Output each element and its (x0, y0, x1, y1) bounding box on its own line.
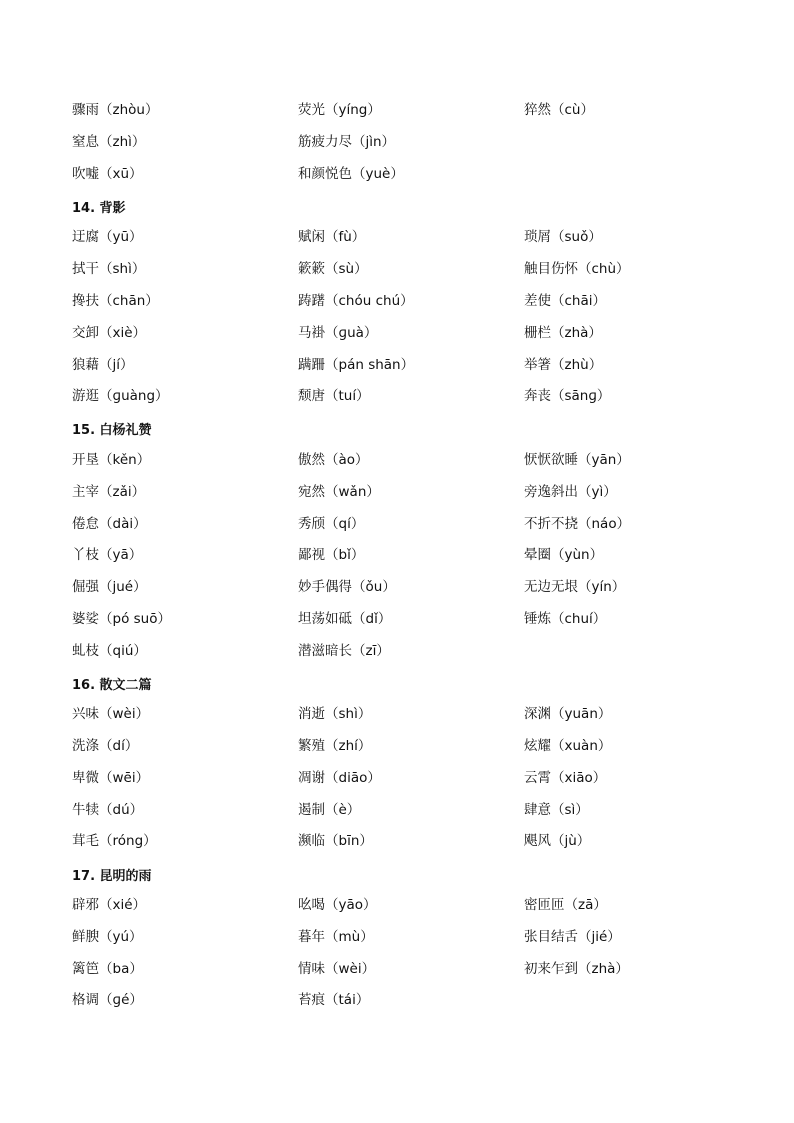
word-entry: 兴味（wèi） (72, 706, 150, 723)
word-entry: 踌躇（chóu chú） (298, 292, 414, 309)
word-row (72, 445, 752, 477)
section-heading: 14. 背影 (72, 200, 126, 216)
section-17 (72, 858, 752, 1017)
word-entry: 恹恹欲睡（yān） (524, 451, 630, 468)
word-entry: 颓唐（tuí） (298, 388, 370, 405)
word-entry: 拭干（shì） (72, 261, 146, 278)
word-entry: 秀颀（qí） (298, 515, 365, 532)
word-entry: 暮年（mù） (298, 928, 374, 945)
word-row (72, 381, 752, 413)
word-entry: 凋谢（diāo） (298, 769, 381, 786)
section-14 (72, 190, 752, 413)
word-entry: 张目结舌（jié） (524, 928, 621, 945)
section-continuation (72, 95, 752, 190)
word-row (72, 636, 752, 668)
word-entry: 牛犊（dú） (72, 801, 144, 818)
word-entry: 宛然（wǎn） (298, 483, 380, 500)
word-entry: 卑微（wēi） (72, 769, 150, 786)
word-entry: 差使（chāi） (524, 292, 607, 309)
word-entry: 消逝（shì） (298, 706, 372, 723)
word-entry: 马褂（ɡuà） (298, 324, 378, 341)
word-row (72, 763, 752, 795)
word-entry: 开垦（kěn） (72, 451, 151, 468)
word-row (72, 604, 752, 636)
word-row (72, 890, 752, 922)
word-entry: 吆喝（yāo） (298, 897, 377, 914)
word-entry: 婆娑（pó suō） (72, 610, 171, 627)
word-entry: 交卸（xiè） (72, 324, 147, 341)
word-entry: 炫耀（xuàn） (524, 738, 612, 755)
word-entry: 荧光（yíng） (298, 102, 381, 119)
word-entry: 窒息（zhì） (72, 133, 146, 150)
word-entry: 倔强（jué） (72, 579, 147, 596)
word-entry: 倦怠（dài） (72, 515, 147, 532)
word-entry: 茸毛（róng） (72, 833, 157, 850)
word-entry: 傲然（ào） (298, 451, 369, 468)
word-entry: 旁逸斜出（yì） (524, 483, 617, 500)
word-entry: 苔痕（tái） (298, 992, 370, 1009)
word-row (72, 795, 752, 827)
word-row (72, 286, 752, 318)
word-entry: 栅栏（zhà） (524, 324, 602, 341)
word-entry: 簌簌（sù） (298, 261, 368, 278)
word-row (72, 349, 752, 381)
word-entry: 筋疲力尽（jìn） (298, 133, 396, 150)
word-entry: 情味（wèi） (298, 960, 376, 977)
word-entry: 游逛（ɡuàng） (72, 388, 169, 405)
word-entry: 妙手偶得（ǒu） (298, 579, 396, 596)
word-entry: 丫枝（yā） (72, 547, 143, 564)
word-entry: 迂腐（yū） (72, 229, 143, 246)
word-row (72, 699, 752, 731)
word-row (72, 985, 752, 1017)
section-16 (72, 667, 752, 858)
word-entry: 赋闲（fù） (298, 229, 366, 246)
word-entry: 狼藉（jí） (72, 356, 134, 373)
word-entry: 潜滋暗长（zī） (298, 642, 390, 659)
word-entry: 坦荡如砥（dǐ） (298, 610, 392, 627)
word-entry: 虬枝（qiú） (72, 642, 147, 659)
word-entry: 初来乍到（zhà） (524, 960, 629, 977)
word-entry: 锤炼（chuí） (524, 610, 607, 627)
word-entry: 奔丧（sānɡ） (524, 388, 611, 405)
word-row (72, 127, 752, 159)
word-row (72, 954, 752, 986)
word-entry: 吹嘘（xū） (72, 165, 143, 182)
word-entry: 骤雨（zhòu） (72, 102, 159, 119)
word-row (72, 95, 752, 127)
word-entry: 不折不挠（náo） (524, 515, 631, 532)
word-entry: 飓风（jù） (524, 833, 591, 850)
section-heading: 15. 白杨礼赞 (72, 423, 152, 439)
word-row (72, 222, 752, 254)
word-entry: 深渊（yuān） (524, 706, 612, 723)
section-heading: 17. 昆明的雨 (72, 868, 152, 884)
word-entry: 鲜腴（yú） (72, 928, 143, 945)
word-entry: 篱笆（ba） (72, 960, 143, 977)
word-entry: 搀扶（chān） (72, 292, 159, 309)
word-entry: 和颜悦色（yuè） (298, 165, 404, 182)
word-row (72, 159, 752, 191)
word-entry: 辟邪（xié） (72, 897, 147, 914)
word-row (72, 540, 752, 572)
word-entry: 举箸（zhù） (524, 356, 603, 373)
vocabulary-page (72, 95, 752, 1017)
word-entry: 格调（ɡé） (72, 992, 143, 1009)
word-entry: 无边无垠（yín） (524, 579, 626, 596)
word-entry: 触目伤怀（chù） (524, 261, 630, 278)
word-row (72, 826, 752, 858)
word-entry: 繁殖（zhí） (298, 738, 372, 755)
word-entry: 鄙视（bǐ） (298, 547, 365, 564)
word-entry: 晕圈（yùn） (524, 547, 604, 564)
word-row (72, 318, 752, 350)
word-entry: 肆意（sì） (524, 801, 589, 818)
word-row (72, 731, 752, 763)
word-row (72, 572, 752, 604)
word-entry: 遏制（è） (298, 801, 361, 818)
section-heading: 16. 散文二篇 (72, 677, 152, 693)
word-entry: 猝然（cù） (524, 102, 594, 119)
word-entry: 琐屑（suǒ） (524, 229, 602, 246)
section-15 (72, 413, 752, 667)
word-entry: 云霄（xiāo） (524, 769, 607, 786)
word-entry: 主宰（zǎi） (72, 483, 146, 500)
word-row (72, 477, 752, 509)
word-entry: 密匝匝（zā） (524, 897, 607, 914)
word-entry: 洗涤（dí） (72, 738, 139, 755)
word-row (72, 508, 752, 540)
word-entry: 濒临（bīn） (298, 833, 373, 850)
word-row (72, 922, 752, 954)
word-entry: 蹒跚（pán shān） (298, 356, 415, 373)
word-row (72, 254, 752, 286)
